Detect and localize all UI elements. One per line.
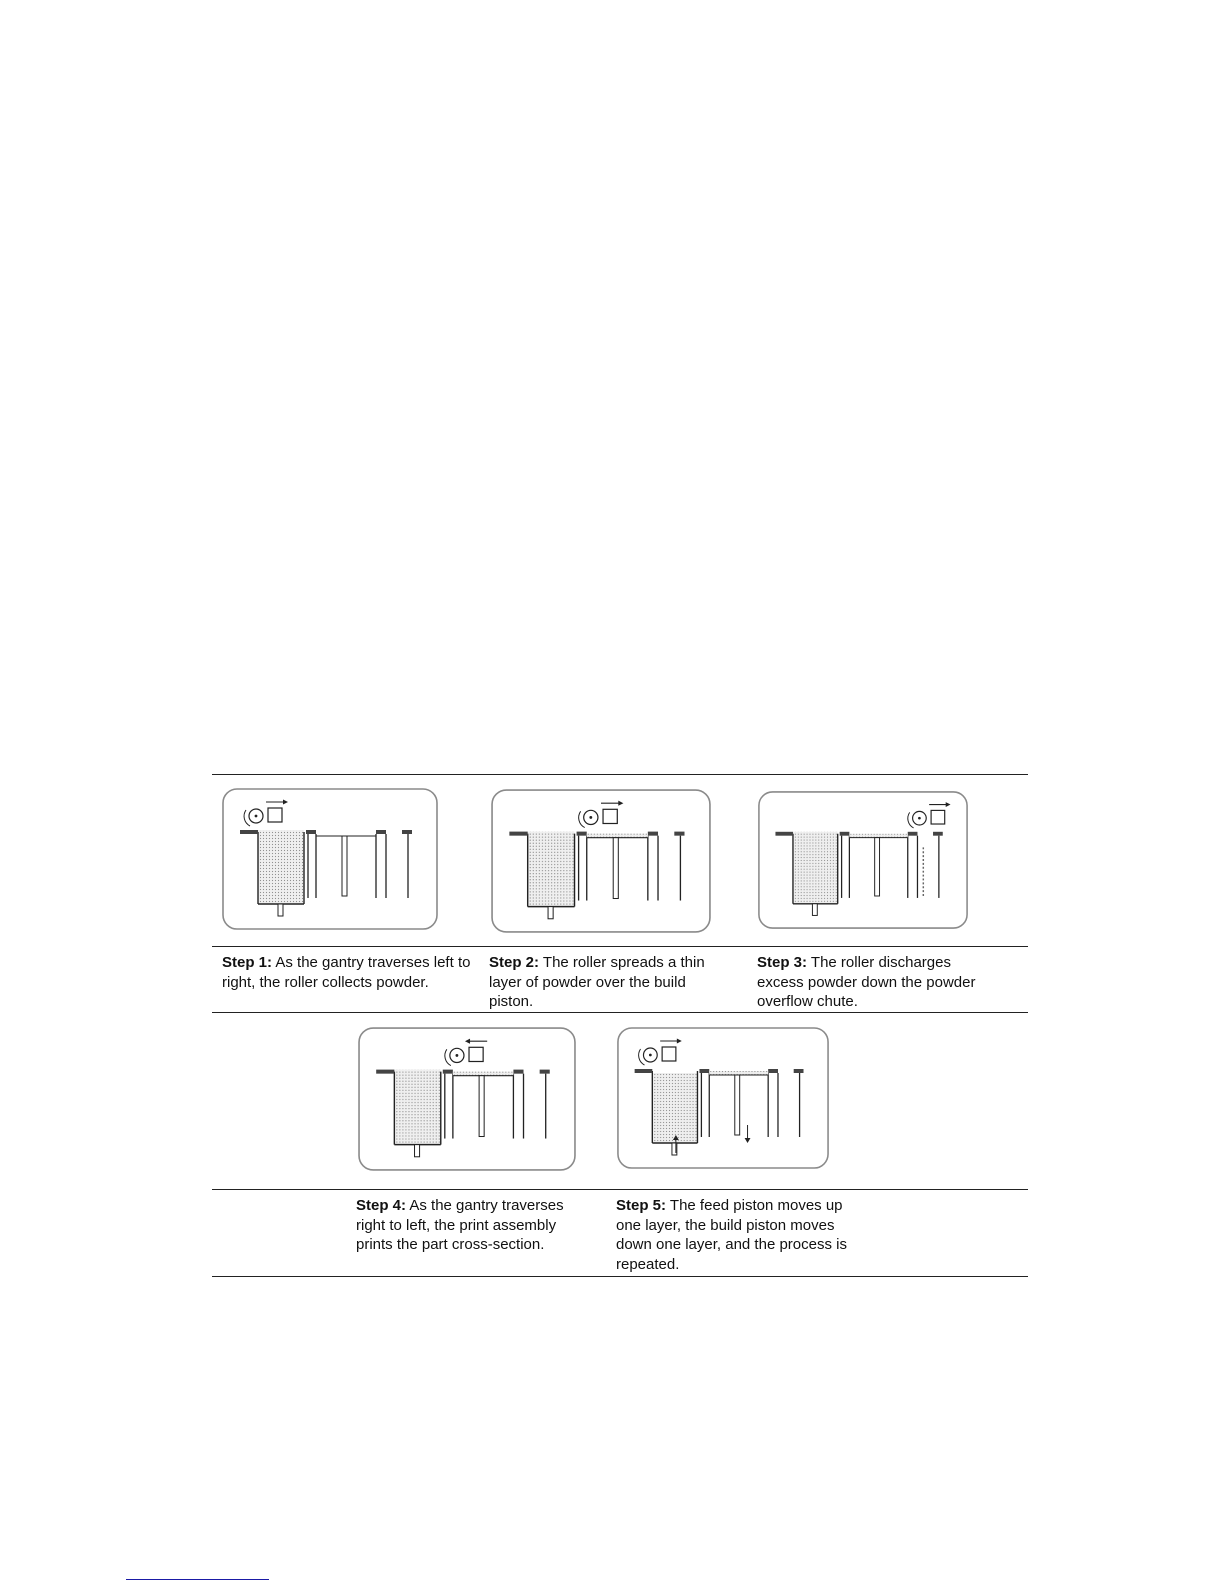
chute-ledge [402, 830, 412, 834]
chute-ledge [933, 832, 943, 836]
step-3-caption [757, 953, 997, 1012]
footnote-link-underline [126, 1579, 269, 1580]
left-ledge [376, 1070, 394, 1074]
mid-ledge [577, 832, 587, 836]
step-4-text: As the gantry traverses right to left, the print assembly prints the part cross-section. [356, 1197, 564, 1253]
left-ledge [775, 832, 793, 836]
print-head-icon [931, 810, 945, 824]
build-piston-rod [875, 838, 880, 896]
step-2-caption [489, 953, 724, 1012]
mid-ledge [306, 830, 316, 834]
step-5-caption [616, 1196, 866, 1274]
print-head-icon [268, 808, 282, 822]
step-5-diagram [615, 1025, 831, 1171]
step-2-label: Step 2: [489, 954, 540, 971]
roller-axle [649, 1054, 652, 1057]
machine-frame [359, 1028, 575, 1170]
diagram-group [359, 1028, 575, 1170]
step-5-text: The feed piston moves up one layer, the build piston moves down one layer, and the process is repeated. [616, 1197, 847, 1273]
caption-row-1-bottom-rule [212, 1012, 1028, 1013]
feed-powder [793, 832, 838, 904]
roller-axle [918, 817, 921, 820]
right-ledge [376, 830, 386, 834]
feed-piston-rod [812, 904, 817, 916]
right-ledge [908, 832, 918, 836]
diagram-group [618, 1028, 828, 1168]
right-ledge [768, 1069, 778, 1073]
left-ledge [240, 830, 258, 834]
print-head-icon [469, 1047, 483, 1061]
feed-powder [394, 1070, 440, 1145]
step-2-diagram [489, 787, 713, 935]
build-powder-layer [453, 1072, 514, 1076]
step-2-text: The roller spreads a thin layer of powder over the build piston. [489, 954, 705, 1010]
step-1-text: As the gantry traverses left to right, the roller collects powder. [222, 954, 471, 991]
feed-powder [652, 1073, 697, 1143]
diagram-group [759, 792, 967, 928]
left-ledge [509, 832, 527, 836]
feed-powder [528, 832, 575, 907]
print-head-icon [662, 1047, 676, 1061]
step-1-label: Step 1: [222, 954, 273, 971]
feed-piston-rod [278, 904, 283, 916]
roller-axle [255, 815, 258, 818]
build-piston-rod [479, 1076, 484, 1137]
step-3-diagram [756, 789, 970, 931]
feed-piston-rod [415, 1145, 420, 1157]
roller-axle [589, 816, 592, 819]
chute-ledge [674, 832, 684, 836]
left-ledge [635, 1069, 653, 1073]
build-piston-rod [342, 836, 347, 896]
caption-row-2-top-rule [212, 1189, 1028, 1190]
build-powder-layer [587, 834, 648, 838]
diagram-group [223, 789, 437, 929]
right-ledge [513, 1070, 523, 1074]
machine-frame [492, 790, 710, 932]
table-top-rule [212, 774, 1028, 775]
step-5-label: Step 5: [616, 1197, 667, 1214]
step-4-diagram [356, 1025, 578, 1173]
diagram-group [492, 790, 710, 932]
right-ledge [648, 832, 658, 836]
step-4-label: Step 4: [356, 1197, 407, 1214]
build-powder-layer [709, 1071, 768, 1075]
mid-ledge [443, 1070, 453, 1074]
chute-ledge [540, 1070, 550, 1074]
chute-ledge [794, 1069, 804, 1073]
mid-ledge [699, 1069, 709, 1073]
feed-powder [258, 830, 304, 904]
print-head-icon [603, 809, 617, 823]
table-bottom-rule [212, 1276, 1028, 1277]
step-3-label: Step 3: [757, 954, 808, 971]
build-powder-layer [849, 834, 907, 838]
roller-axle [455, 1054, 458, 1057]
step-3-text: The roller discharges excess powder down the powder overflow chute. [757, 954, 976, 1010]
mid-ledge [840, 832, 850, 836]
build-piston-rod [735, 1075, 740, 1135]
build-piston-rod [613, 838, 618, 899]
step-1-caption [222, 953, 477, 992]
feed-piston-rod [548, 907, 553, 919]
caption-row-1-top-rule [212, 946, 1028, 947]
step-4-caption [356, 1196, 581, 1255]
step-1-diagram [220, 786, 440, 932]
